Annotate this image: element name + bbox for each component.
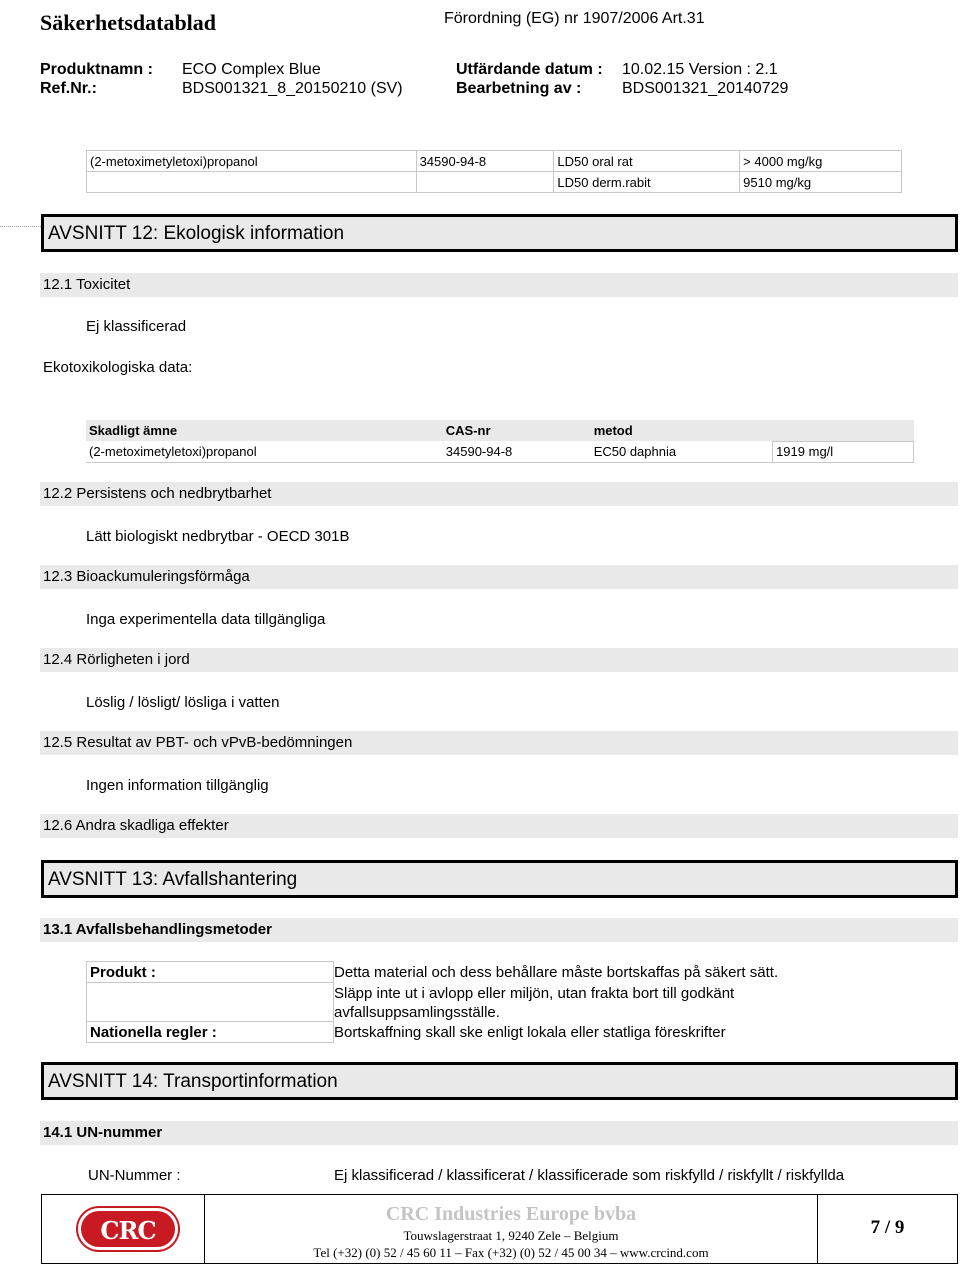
table-header-cell: Skadligt ämne (86, 420, 443, 441)
subsection-label: 12.6 Andra skadliga effekter (43, 817, 229, 834)
table-cell: LD50 oral rat (554, 151, 740, 172)
ref-label: Ref.Nr.: (40, 80, 97, 97)
waste-product-label: Produkt : (86, 961, 334, 983)
subsection-label: 12.5 Resultat av PBT- och vPvB-bedömningen (43, 734, 353, 751)
section-14-header: AVSNITT 14: Transportinformation (41, 1062, 958, 1100)
subsection-label: 12.2 Persistens och nedbrytbarhet (43, 485, 272, 502)
table-cell (416, 172, 554, 193)
section-13-header: AVSNITT 13: Avfallshantering (41, 860, 958, 898)
table-cell: 34590-94-8 (416, 151, 554, 172)
table-cell: 9510 mg/kg (740, 172, 902, 193)
product-name-label: Produktnamn : (40, 61, 153, 78)
subsection-12-6-title (40, 814, 958, 838)
revision-value: BDS001321_20140729 (622, 80, 789, 97)
table-row (87, 172, 902, 193)
table-cell: > 4000 mg/kg (740, 151, 902, 172)
table-header-cell: metod (591, 420, 773, 441)
subsection-label: 12.4 Rörligheten i jord (43, 651, 190, 668)
table-cell: EC50 daphnia (591, 441, 773, 462)
page-footer (41, 1194, 958, 1264)
document-title: Säkerhetsdatablad (40, 10, 217, 35)
table-cell: LD50 derm.rabit (554, 172, 740, 193)
toxicology-table (86, 150, 902, 193)
table-cell (87, 172, 417, 193)
ecotox-label: Ekotoxikologiska data: (43, 359, 193, 376)
regulation-text: Förordning (EG) nr 1907/2006 Art.31 (444, 10, 705, 27)
company-name: CRC Industries Europe bvba (385, 1203, 637, 1225)
bioaccumulation-text: Inga experimentella data tillgängliga (86, 611, 326, 628)
table-cell: (2-metoximetyletoxi)propanol (86, 441, 443, 462)
divider (0, 226, 45, 227)
section-12-header: AVSNITT 12: Ekologisk information (41, 214, 958, 252)
subsection-14-1-title: 14.1 UN-nummer (40, 1121, 958, 1145)
mobility-text: Löslig / lösligt/ lösliga i vatten (86, 694, 280, 711)
un-number-text: Ej klassificerad / klassificerat / klassificerade som riskfylld / riskfyllt / riskfyllda (334, 1167, 845, 1184)
logo-cell (42, 1195, 205, 1263)
national-rules-label: Nationella regler : (86, 1021, 334, 1043)
subsection-12-1-title (40, 273, 958, 297)
company-info (205, 1195, 818, 1263)
table-cell: 34590-94-8 (443, 441, 591, 462)
table-row (87, 151, 902, 172)
subsection-13-1-title: 13.1 Avfallsbehandlingsmetoder (40, 918, 958, 942)
issue-date-label: Utfärdande datum : (456, 61, 603, 78)
waste-product-text-1: Detta material och dess behållare måste bortskaffas på säkert sätt. (334, 964, 779, 981)
subsection-12-4-title (40, 648, 958, 672)
waste-product-text-2: Släpp inte ut i avlopp eller miljön, utan frakta bort till godkänt (334, 985, 735, 1002)
table-header-cell (773, 420, 914, 441)
company-address: Touwslagerstraat 1, 9240 Zele – Belgium (403, 1228, 619, 1243)
revision-label: Bearbetning av : (456, 80, 582, 97)
subsection-12-3-title (40, 565, 958, 589)
product-name-value: ECO Complex Blue (182, 61, 321, 78)
waste-product-text-3: avfallsuppsamlingsställe. (334, 1004, 500, 1021)
crc-logo (78, 1208, 178, 1250)
national-rules-text: Bortskaffning skall ske enligt lokala eller statliga föreskrifter (334, 1024, 726, 1041)
subsection-label: 12.3 Bioackumuleringsförmåga (43, 568, 250, 585)
persistence-text: Lätt biologiskt nedbrytbar - OECD 301B (86, 528, 350, 545)
pbt-text: Ingen information tillgänglig (86, 777, 269, 794)
table-header-row (86, 420, 914, 441)
company-contact: Tel (+32) (0) 52 / 45 60 11 – Fax (+32) (0) 52 / 45 00 34 – www.crcind.com (313, 1245, 709, 1260)
table-header-cell: CAS-nr (443, 420, 591, 441)
ecotox-table (86, 420, 914, 463)
table-cell: 1919 mg/l (773, 441, 914, 462)
un-number-label: UN-Nummer : (88, 1167, 181, 1184)
logo-text: CRC (100, 1216, 156, 1245)
table-cell: (2-metoximetyletoxi)propanol (87, 151, 417, 172)
subsection-12-5-title (40, 731, 958, 755)
ref-value: BDS001321_8_20150210 (SV) (182, 80, 403, 97)
page-number: 7 / 9 (870, 1217, 905, 1238)
subsection-12-2-title (40, 482, 958, 506)
issue-date-value: 10.02.15 Version : 2.1 (622, 61, 778, 78)
subsection-label: 12.1 Toxicitet (43, 276, 131, 293)
waste-spacer-cell (86, 982, 334, 1022)
table-row (86, 441, 914, 462)
toxicity-text: Ej klassificerad (86, 318, 187, 335)
